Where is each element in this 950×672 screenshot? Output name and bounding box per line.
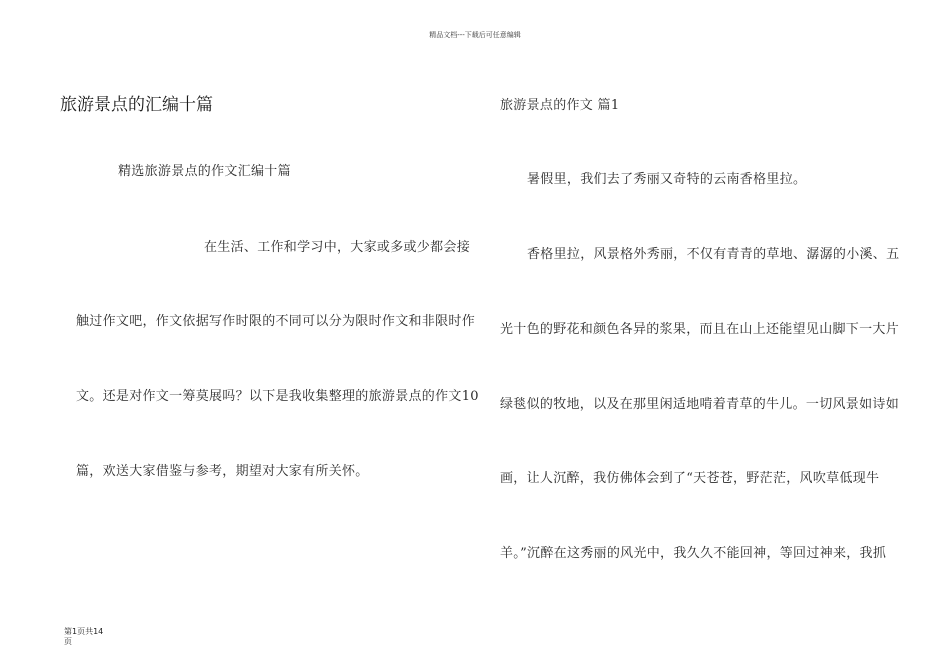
page-number-line-2: 页 <box>64 637 72 646</box>
section-heading: 旅游景点的作文 篇1 <box>500 98 620 113</box>
right-paragraph-line-1: 暑假里，我们去了秀丽又奇特的云南香格里拉。 <box>527 172 807 187</box>
intro-line: 精选旅游景点的作文汇编十篇 <box>118 164 291 179</box>
page-number-line-1: 第1页共14 <box>64 627 104 636</box>
left-paragraph-line-2: 触过作文吧，作文依据写作时限的不同可以分为限时作文和非限时作 <box>76 314 476 329</box>
document-title: 旅游景点的汇编十篇 <box>60 95 213 115</box>
right-paragraph-line-3: 光十色的野花和颜色各异的浆果，而且在山上还能望见山脚下一大片 <box>500 322 900 337</box>
left-paragraph-line-1: 在生活、工作和学习中，大家或多或少都会接 <box>204 240 471 255</box>
left-paragraph-line-3: 文。还是对作文一筹莫展吗？以下是我收集整理的旅游景点的作文10 <box>76 389 479 404</box>
right-paragraph-line-2: 香格里拉，风景格外秀丽，不仅有青青的草地、潺潺的小溪、五 <box>527 247 900 262</box>
left-paragraph-line-4: 篇，欢送大家借鉴与参考，期望对大家有所关怀。 <box>76 464 369 479</box>
page-header: 精品文档---下载后可任意编辑 <box>429 31 521 39</box>
right-paragraph-line-5: 画，让人沉醉，我仿佛体会到了“天苍苍，野茫茫，风吹草低现牛 <box>500 471 880 486</box>
page-number <box>64 627 103 647</box>
right-paragraph-line-4: 绿毯似的牧地，以及在那里闲适地啃着青草的牛儿。一切风景如诗如 <box>500 397 900 412</box>
right-paragraph-line-6: 羊。”沉醉在这秀丽的风光中，我久久不能回神，等回过神来，我抓 <box>500 546 887 561</box>
